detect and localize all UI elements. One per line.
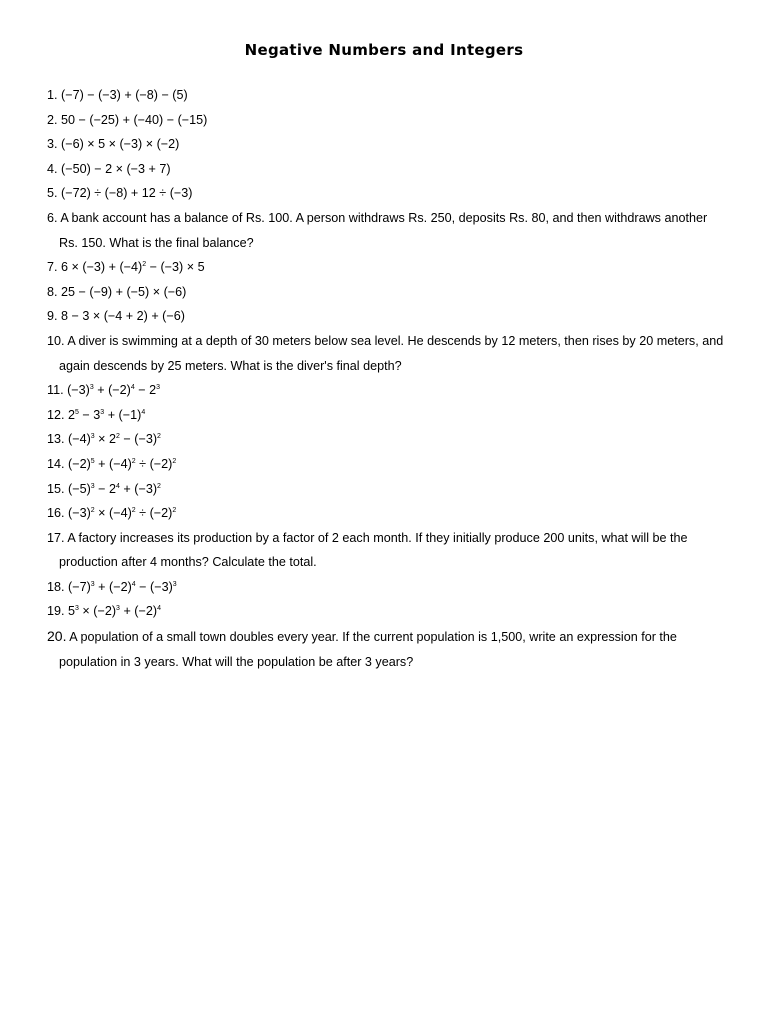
question-number: 14.	[47, 456, 65, 471]
question-text: (−50) − 2 × (−3 + 7)	[57, 161, 171, 176]
question-item	[47, 132, 727, 157]
question-item	[47, 108, 727, 133]
question-text: 25 − (−9) + (−5) × (−6)	[57, 284, 187, 299]
question-text: $(-3)^2 \times (-4)^2 \div (-2)^2$	[64, 506, 177, 521]
question-number: 9.	[47, 309, 58, 324]
question-text: (−7) − (−3) + (−8) − (5)	[57, 88, 188, 102]
question-number: 6.	[47, 210, 58, 225]
question-text: A diver is swimming at a depth of 30 meters below sea level. He descends by 12 meters, then rises by 20 meters, and again descends by 25 meters. What is the diver's final depth?	[59, 333, 724, 373]
question-number: 18.	[47, 579, 65, 594]
question-item	[47, 304, 727, 329]
question-item	[47, 501, 727, 526]
question-number: 17.	[47, 530, 65, 545]
question-text: $5^3 \times (-2)^3 + (-2)^4$	[64, 604, 161, 619]
question-text: 8 − 3 × (−4 + 2) + (−6)	[57, 309, 185, 324]
question-text: (−72) ÷ (−8) + 12 ÷ (−3)	[57, 186, 193, 201]
question-item	[47, 329, 727, 378]
question-item	[47, 255, 727, 280]
question-list	[47, 83, 727, 674]
question-number: 5.	[47, 186, 58, 201]
question-text: $2^5 - 3^3 + (-1)^4$	[64, 407, 146, 422]
question-number: 3.	[47, 137, 58, 152]
question-number: 4.	[47, 161, 58, 176]
question-text: $(-3)^3 + (-2)^4 - 2^3$	[63, 383, 161, 398]
question-number: 13.	[47, 432, 65, 447]
question-item	[47, 575, 727, 600]
question-number: 2.	[47, 112, 58, 127]
question-item	[47, 526, 727, 575]
question-item	[47, 403, 727, 428]
question-text: A population of a small town doubles every year. If the current population is 1,500, write an expression for the population in 3 years. What will the population be after 3 years?	[59, 630, 677, 669]
question-item	[47, 206, 727, 255]
question-item	[47, 280, 727, 305]
question-item	[47, 427, 727, 452]
question-text: $(-5)^3 - 2^4 + (-3)^2$	[64, 481, 161, 496]
question-number: 19.	[47, 604, 65, 619]
question-text: $6 \times (-3) + (-4)^2 - (-3) \times 5$	[57, 260, 205, 275]
question-text: $(-7)^3 + (-2)^4 - (-3)^3$	[64, 579, 177, 594]
question-text: A bank account has a balance of Rs. 100. A person withdraws Rs. 250, deposits Rs. 80, and then withdraws another Rs. 150. What is the final balance?	[57, 210, 708, 250]
question-text: $(-4)^3 \times 2^2 - (-3)^2$	[64, 432, 161, 447]
question-number: 7.	[47, 260, 58, 275]
question-text: A factory increases its production by a factor of 2 each month. If they initially produce 200 units, what will be the production after 4 months? Calculate the total.	[59, 530, 688, 570]
question-number: 16.	[47, 506, 65, 521]
question-item	[47, 181, 727, 206]
question-item	[47, 624, 727, 674]
question-number: 15.	[47, 481, 65, 496]
question-number: 10.	[47, 333, 65, 348]
question-text: (−6) × 5 × (−3) × (−2)	[57, 137, 180, 152]
page-title: Negative Numbers and Integers	[244, 41, 524, 59]
question-item	[47, 599, 727, 624]
question-item	[47, 378, 727, 403]
question-number: 11.	[47, 383, 64, 398]
question-text: $(-2)^5 + (-4)^2 \div (-2)^2$	[64, 456, 177, 471]
question-text: 50 − (−25) + (−40) − (−15)	[57, 112, 208, 127]
question-number: 8.	[47, 284, 58, 299]
question-item	[47, 83, 727, 108]
question-item	[47, 452, 727, 477]
question-item	[47, 477, 727, 502]
question-number: 20.	[47, 628, 67, 645]
question-number: 1.	[47, 88, 58, 102]
question-item	[47, 157, 727, 182]
question-number: 12.	[47, 407, 65, 422]
